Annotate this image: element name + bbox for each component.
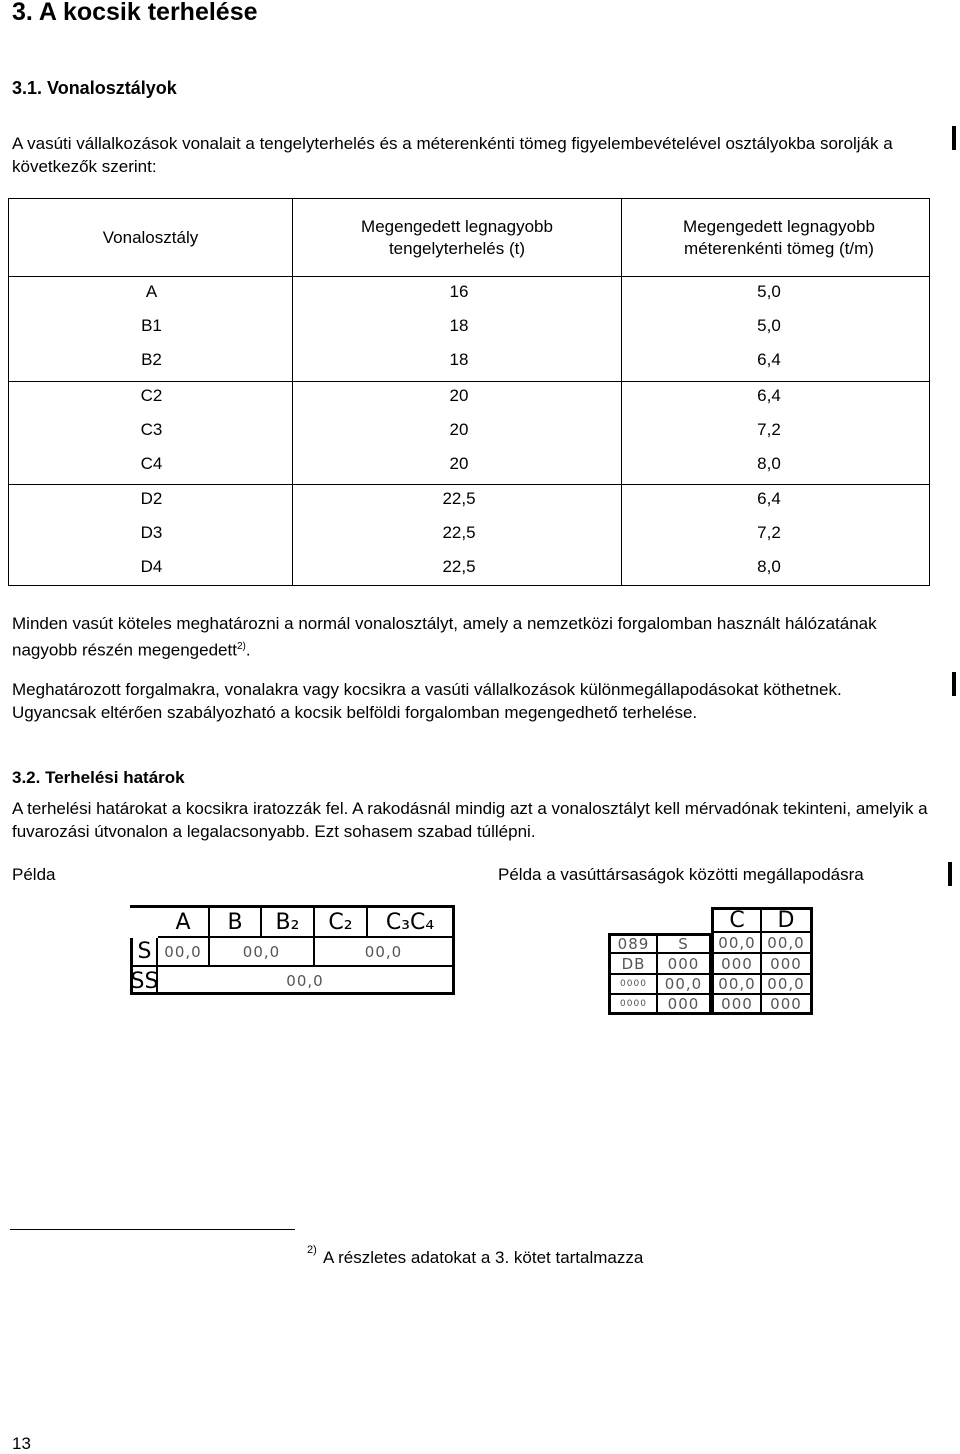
grid-row-label-ss: SS xyxy=(130,968,159,994)
table-cell-class: C4 xyxy=(140,454,163,473)
agreement-r2-d: 000 xyxy=(762,954,813,975)
example-label: Példa xyxy=(12,865,56,884)
period: . xyxy=(245,640,251,660)
agreement-r2-code: DB xyxy=(608,954,658,975)
table-cell-meter-mass: 5,0 xyxy=(757,316,781,335)
table-cell-meter-mass: 7,2 xyxy=(757,523,781,542)
footnote-text: A részletes adatokat a 3. kötet tartalmazza xyxy=(323,1248,644,1267)
agreement-r1-code: 089 xyxy=(608,933,658,954)
agreement-grid-example xyxy=(608,907,813,1015)
table-cell-meter-mass: 5,0 xyxy=(757,282,781,301)
agreement-r2-a: 000 xyxy=(658,954,711,975)
agreement-r1-d: 00,0 xyxy=(762,933,813,954)
table-header-divider xyxy=(9,276,929,277)
table-cell-meter-mass: 6,4 xyxy=(757,386,781,405)
table-cell-meter-mass: 6,4 xyxy=(757,489,781,508)
agreement-r4-a: 000 xyxy=(658,995,711,1015)
subsection-heading-vonalosztalyok: 3.1. Vonalosztályok xyxy=(12,78,177,98)
agreement-r3-a: 00,0 xyxy=(658,975,711,995)
table-group-divider xyxy=(9,484,929,485)
table-cell-axle-load: 20 xyxy=(449,420,469,439)
agreement-r3-d: 00,0 xyxy=(762,975,813,995)
agreement-header-c: C xyxy=(711,907,762,933)
table-cell-class: D2 xyxy=(140,489,163,508)
table-cell-class: D4 xyxy=(140,557,163,576)
table-cell-meter-mass: 6,4 xyxy=(757,350,781,369)
table-cell-meter-mass: 8,0 xyxy=(757,454,781,473)
grid-header-c2: C₂ xyxy=(315,908,368,938)
table-cell-class: C3 xyxy=(140,420,163,439)
agreement-r4-code: 0000 xyxy=(608,995,658,1015)
table-cell-axle-load: 18 xyxy=(449,350,469,369)
section-heading: 3. A kocsik terhelése xyxy=(12,0,258,26)
table-cell-class: D3 xyxy=(140,523,163,542)
table-cell-axle-load: 20 xyxy=(449,454,469,473)
grid-row-label-s: S xyxy=(130,938,158,967)
table-cell-axle-load: 22,5 xyxy=(442,557,476,576)
grid-header-a: A xyxy=(158,908,210,938)
change-bar xyxy=(952,126,956,150)
normal-class-text: Minden vasút köteles meghatározni a normál vonalosztályt, amely a nemzetközi forgalomban használt hálózatának nagyobb részén megengedett xyxy=(12,614,877,660)
grid-header-b: B xyxy=(210,908,262,938)
grid-header-b2: B₂ xyxy=(262,908,315,938)
table-cell-meter-mass: 7,2 xyxy=(757,420,781,439)
agreement-r1-label: S xyxy=(658,933,711,954)
grid-value-s-a: 00,0 xyxy=(158,938,210,967)
header-tengelyterheles: Megengedett legnagyobb tengelyterhelés (t) xyxy=(361,216,553,258)
line-class-table xyxy=(8,198,930,586)
footnote-ref: 2) xyxy=(236,641,246,652)
table-cell-axle-load: 22,5 xyxy=(442,523,476,542)
change-bar xyxy=(952,672,956,696)
table-cell-class: C2 xyxy=(140,386,163,405)
table-cell-axle-load: 20 xyxy=(449,386,469,405)
table-cell-axle-load: 18 xyxy=(449,316,469,335)
load-limit-grid-example xyxy=(130,905,455,995)
subsection-heading-terhelesi-hatarok: 3.2. Terhelési határok xyxy=(12,768,185,787)
agreement-r1-c: 00,0 xyxy=(711,933,762,954)
page-number: 13 xyxy=(12,1434,31,1453)
agreement-header-d: D xyxy=(762,907,813,933)
header-vonalosztaly: Vonalosztály xyxy=(102,227,199,247)
table-cell-class: B2 xyxy=(141,350,162,369)
grid-value-s-b: 00,0 xyxy=(210,938,315,967)
grid-value-ss: 00,0 xyxy=(286,972,324,990)
table-cell-axle-load: 22,5 xyxy=(442,489,476,508)
header-meterenkenti-tomeg: Megengedett legnagyobb méterenkénti tömeg (t/m) xyxy=(683,216,875,258)
agreement-example-label: Példa a vasúttársaságok közötti megállapodásra xyxy=(498,865,864,884)
table-cell-class: B1 xyxy=(141,316,162,335)
grid-header-c3c4: C₃C₄ xyxy=(368,908,452,938)
special-agreement-paragraph: Meghatározott forgalmakra, vonalakra vagy kocsikra a vasúti vállalkozások különmegállapodásokat köthetnek. Ugyancsak eltérően szabályozható a kocsik belföldi forgalomban megengedhető terhelése. xyxy=(12,680,842,722)
agreement-r2-c: 000 xyxy=(711,954,762,975)
agreement-r4-c: 000 xyxy=(711,995,762,1015)
table-cell-class: A xyxy=(145,282,158,301)
agreement-r3-code: 0000 xyxy=(608,975,658,995)
agreement-r3-c: 00,0 xyxy=(711,975,762,995)
grid-value-s-c: 00,0 xyxy=(315,938,452,967)
change-bar xyxy=(948,862,952,886)
table-divider xyxy=(621,199,622,585)
table-divider xyxy=(292,199,293,585)
load-limits-paragraph: A terhelési határokat a kocsikra iratozzák fel. A rakodásnál mindig azt a vonalosztályt kell mérvadónak tekinteni, amelyik a fuvarozási útvonalon a legalacsonyabb. Ezt sohasem szabad túllépni. xyxy=(12,799,928,841)
normal-class-paragraph xyxy=(12,612,930,662)
footnote-mark: 2) xyxy=(307,1244,317,1256)
agreement-r4-d: 000 xyxy=(762,995,813,1015)
table-group-divider xyxy=(9,381,929,382)
intro-paragraph: A vasúti vállalkozások vonalait a tengelyterhelés és a méterenkénti tömeg figyelembevételével osztályokba sorolják a következők szerint: xyxy=(12,134,893,176)
table-cell-axle-load: 16 xyxy=(449,282,469,301)
footnote-separator xyxy=(10,1229,295,1230)
table-cell-meter-mass: 8,0 xyxy=(757,557,781,576)
